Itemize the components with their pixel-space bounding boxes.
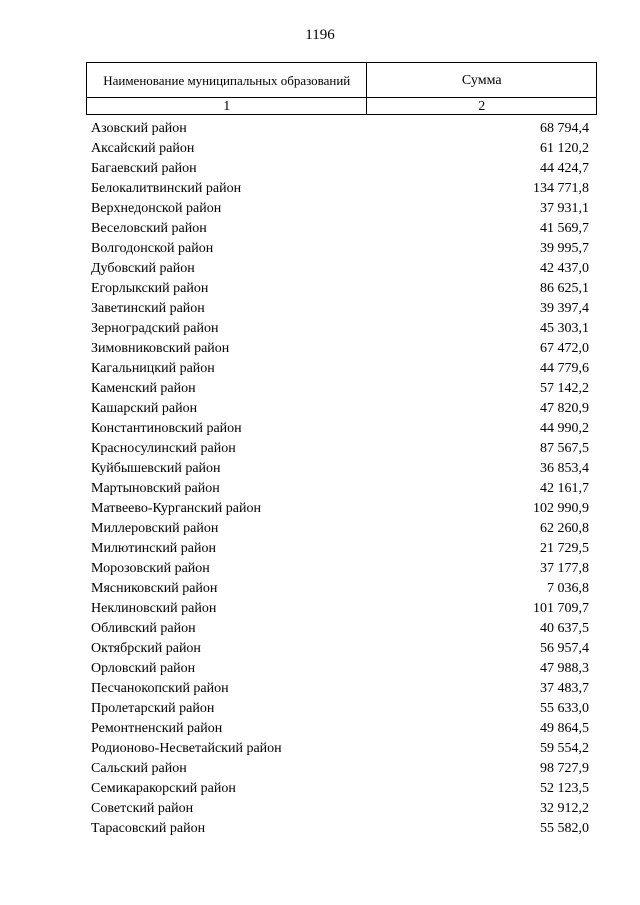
column-header-sum: Сумма (367, 63, 597, 98)
sum-value: 68 794,4 (540, 121, 589, 136)
table-body (91, 119, 589, 839)
sum-value: 59 554,2 (540, 741, 589, 756)
table-row (91, 179, 589, 199)
municipality-name: Октябрский район (91, 641, 201, 656)
table-row (91, 599, 589, 619)
column-header-name: Наименование муниципальных образований (87, 63, 367, 98)
municipality-name: Советский район (91, 801, 194, 816)
table-row (91, 679, 589, 699)
sum-value: 86 625,1 (540, 281, 589, 296)
municipality-name: Песчанокопский район (91, 681, 229, 696)
municipality-name: Обливский район (91, 621, 196, 636)
table-header (86, 62, 597, 115)
municipality-name: Родионово-Несветайский район (91, 741, 282, 756)
municipality-name: Каменский район (91, 381, 196, 396)
table-row (91, 779, 589, 799)
table-row (91, 539, 589, 559)
sum-value: 98 727,9 (540, 761, 589, 776)
municipality-name: Кашарский район (91, 401, 198, 416)
municipality-name: Кагальницкий район (91, 361, 215, 376)
column-number-sum: 2 (367, 98, 597, 115)
sum-value: 47 820,9 (540, 401, 589, 416)
municipality-name: Егорлыкский район (91, 281, 209, 296)
sum-value: 7 036,8 (547, 581, 589, 596)
sum-value: 39 397,4 (540, 301, 589, 316)
table-row (91, 739, 589, 759)
table-row (91, 719, 589, 739)
municipality-name: Милютинский район (91, 541, 217, 556)
sum-value: 45 303,1 (540, 321, 589, 336)
municipality-name: Верхнедонской район (91, 201, 222, 216)
municipality-name: Неклиновский район (91, 601, 217, 616)
municipality-name: Ремонтненский район (91, 721, 223, 736)
municipality-name: Миллеровский район (91, 521, 219, 536)
sum-value: 61 120,2 (540, 141, 589, 156)
sum-value: 44 779,6 (540, 361, 589, 376)
municipality-name: Куйбышевский район (91, 461, 221, 476)
table-row (91, 219, 589, 239)
sum-value: 101 709,7 (533, 601, 589, 616)
sum-value: 44 424,7 (540, 161, 589, 176)
table-row (91, 439, 589, 459)
table-row (91, 159, 589, 179)
municipality-name: Белокалитвинский район (91, 181, 242, 196)
sum-value: 57 142,2 (540, 381, 589, 396)
sum-value: 37 931,1 (540, 201, 589, 216)
table-row (91, 579, 589, 599)
column-number-name: 1 (87, 98, 367, 115)
table-row (91, 519, 589, 539)
sum-value: 39 995,7 (540, 241, 589, 256)
municipality-name: Волгодонской район (91, 241, 214, 256)
table-row (91, 819, 589, 839)
municipality-name: Семикаракорский район (91, 781, 236, 796)
municipality-name: Сальский район (91, 761, 187, 776)
sum-value: 134 771,8 (533, 181, 589, 196)
sum-value: 21 729,5 (540, 541, 589, 556)
municipality-name: Константиновский район (91, 421, 242, 436)
municipality-name: Багаевский район (91, 161, 197, 176)
municipality-name: Зимовниковский район (91, 341, 230, 356)
table-row (91, 639, 589, 659)
table-row (91, 139, 589, 159)
sum-value: 47 988,3 (540, 661, 589, 676)
municipality-name: Веселовский район (91, 221, 207, 236)
table-row (91, 339, 589, 359)
table-row (91, 399, 589, 419)
table-row (91, 259, 589, 279)
sum-value: 37 483,7 (540, 681, 589, 696)
municipality-name: Мартыновский район (91, 481, 220, 496)
sum-value: 41 569,7 (540, 221, 589, 236)
municipality-name: Красносулинский район (91, 441, 236, 456)
table-row (91, 419, 589, 439)
table-row (91, 499, 589, 519)
sum-value: 49 864,5 (540, 721, 589, 736)
sum-value: 42 437,0 (540, 261, 589, 276)
municipality-name: Дубовский район (91, 261, 195, 276)
sum-value: 36 853,4 (540, 461, 589, 476)
municipality-name: Зерноградский район (91, 321, 219, 336)
table-row (91, 199, 589, 219)
sum-value: 56 957,4 (540, 641, 589, 656)
municipality-name: Мясниковский район (91, 581, 218, 596)
table-row (91, 699, 589, 719)
sum-value: 102 990,9 (533, 501, 589, 516)
table-row (91, 459, 589, 479)
sum-value: 44 990,2 (540, 421, 589, 436)
sum-value: 67 472,0 (540, 341, 589, 356)
municipality-name: Аксайский район (91, 141, 195, 156)
table-row (91, 379, 589, 399)
table-row (91, 299, 589, 319)
table-row (91, 479, 589, 499)
sum-value: 55 633,0 (540, 701, 589, 716)
municipality-name: Заветинский район (91, 301, 205, 316)
page-number: 1196 (305, 27, 335, 43)
sum-value: 52 123,5 (540, 781, 589, 796)
municipality-name: Азовский район (91, 121, 187, 136)
table-row (91, 659, 589, 679)
municipality-name: Пролетарский район (91, 701, 215, 716)
table-row (91, 239, 589, 259)
table-row (91, 319, 589, 339)
table-row (91, 759, 589, 779)
sum-value: 40 637,5 (540, 621, 589, 636)
municipality-name: Тарасовский район (91, 821, 206, 836)
table-row (91, 279, 589, 299)
table-row (91, 559, 589, 579)
sum-value: 37 177,8 (540, 561, 589, 576)
table-row (91, 359, 589, 379)
sum-value: 32 912,2 (540, 801, 589, 816)
sum-value: 55 582,0 (540, 821, 589, 836)
municipality-name: Орловский район (91, 661, 196, 676)
sum-value: 62 260,8 (540, 521, 589, 536)
table-row (91, 619, 589, 639)
table-row (91, 799, 589, 819)
municipality-name: Морозовский район (91, 561, 210, 576)
sum-value: 87 567,5 (540, 441, 589, 456)
sum-value: 42 161,7 (540, 481, 589, 496)
municipality-name: Матвеево-Курганский район (91, 501, 261, 516)
table-row (91, 119, 589, 139)
